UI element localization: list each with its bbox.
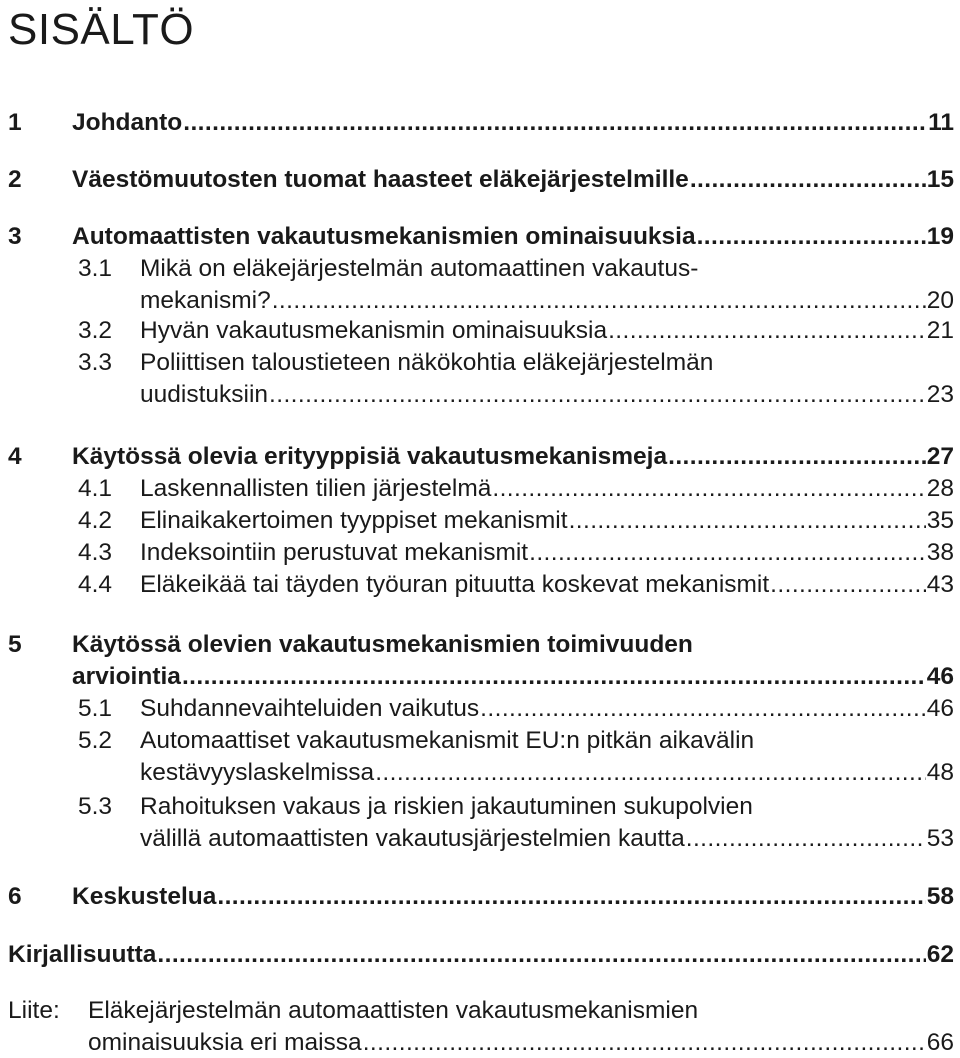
toc-text: kestävyyslaskelmissa — [140, 759, 375, 786]
toc-number: 4.1 — [78, 475, 113, 502]
toc-text: Elinaikakertoimen tyyppiset mekanismit — [140, 507, 568, 534]
toc-number: 3.2 — [78, 317, 113, 344]
page-number: 58 — [926, 883, 954, 910]
toc-number: 5 — [8, 631, 22, 658]
dot-leader — [182, 662, 926, 692]
toc-entry-3-2[interactable] — [78, 316, 954, 346]
dot-leader — [269, 380, 926, 410]
toc-number: 6 — [8, 883, 22, 910]
page-number: 15 — [926, 166, 954, 193]
toc-entry-4-1[interactable] — [78, 474, 954, 504]
toc-entry-4-3[interactable] — [78, 538, 954, 568]
toc-entry-5-3[interactable] — [140, 824, 954, 854]
toc-entry-5-2[interactable] — [140, 758, 954, 788]
dot-leader — [217, 882, 925, 912]
dot-leader — [686, 824, 926, 854]
toc-entry-6[interactable] — [8, 882, 954, 912]
toc-text: Eläkejärjestelmän automaattisten vakautusmekanismien — [88, 997, 699, 1024]
page-number: 38 — [926, 539, 954, 566]
toc-text: arviointia — [72, 663, 181, 690]
page-number: 19 — [926, 223, 954, 250]
dot-leader — [183, 108, 927, 138]
toc-text: Hyvän vakautusmekanismin ominaisuuksia — [140, 317, 608, 344]
toc-text: Käytössä olevia erityyppisiä vakautusmekanismeja — [72, 443, 668, 470]
dot-leader — [529, 538, 926, 568]
toc-number: 5.1 — [78, 695, 113, 722]
toc-text: mekanismi? — [140, 287, 271, 314]
toc-entry-continuation — [78, 348, 954, 378]
toc-text: Automaattiset vakautusmekanismit EU:n pitkän aikavälin — [140, 727, 755, 754]
toc-number: 5.3 — [78, 793, 113, 820]
toc-entry-5[interactable] — [72, 662, 954, 692]
toc-number: 4.2 — [78, 507, 113, 534]
toc-text: Mikä on eläkejärjestelmän automaattinen vakautus- — [140, 255, 699, 282]
toc-text: Suhdannevaihteluiden vaikutus — [140, 695, 480, 722]
dot-leader — [770, 570, 926, 600]
dot-leader — [697, 222, 926, 252]
page-number: 66 — [926, 1029, 954, 1056]
page-number: 11 — [928, 109, 954, 136]
toc-number: 2 — [8, 166, 22, 193]
toc-number: 4.4 — [78, 571, 113, 598]
page-number: 48 — [926, 759, 954, 786]
toc-entry-4[interactable] — [8, 442, 954, 472]
toc-entry-3-1[interactable] — [140, 286, 954, 316]
toc-text: ominaisuuksia eri maissa — [88, 1029, 362, 1056]
toc-number: 4 — [8, 443, 22, 470]
toc-text: Käytössä olevien vakautusmekanismien toimivuuden — [72, 631, 693, 658]
page-number: 46 — [926, 695, 954, 722]
toc-entry-continuation — [78, 792, 954, 822]
toc-entry-5-1[interactable] — [78, 694, 954, 724]
toc-text: välillä automaattisten vakautusjärjestelmien kautta — [140, 825, 685, 852]
dot-leader — [690, 165, 926, 195]
toc-text: Johdanto — [72, 109, 183, 136]
page-number: 23 — [926, 381, 954, 408]
page-number: 53 — [926, 825, 954, 852]
toc-entry-continuation — [8, 630, 954, 660]
dot-leader — [480, 694, 926, 724]
toc-text: Indeksointiin perustuvat mekanismit — [140, 539, 529, 566]
toc-number: Liite: — [8, 997, 60, 1024]
toc-text: uudistuksiin — [140, 381, 269, 408]
toc-number: 5.2 — [78, 727, 113, 754]
toc-text: Kirjallisuutta — [8, 941, 157, 968]
toc-entry-4-4[interactable] — [78, 570, 954, 600]
page-number: 43 — [926, 571, 954, 598]
toc-entry-continuation — [8, 996, 954, 1026]
toc-text: Väestömuutosten tuomat haasteet eläkejärjestelmille — [72, 166, 689, 193]
toc-number: 3 — [8, 223, 22, 250]
dot-leader — [569, 506, 926, 536]
toc-entry-continuation — [78, 254, 954, 284]
dot-leader — [375, 758, 926, 788]
toc-text: Eläkeikää tai täyden työuran pituutta koskevat mekanismit — [140, 571, 770, 598]
toc-text: Laskennallisten tilien järjestelmä — [140, 475, 492, 502]
page-number: 27 — [926, 443, 954, 470]
dot-leader — [272, 286, 926, 316]
dot-leader — [363, 1028, 926, 1058]
toc-entry-kirjallisuutta[interactable] — [8, 940, 954, 970]
toc-number: 1 — [8, 109, 22, 136]
page-number: 20 — [926, 287, 954, 314]
page-number: 46 — [926, 663, 954, 690]
toc-number: 3.1 — [78, 255, 113, 282]
page-number: 28 — [926, 475, 954, 502]
toc-entry-4-2[interactable] — [78, 506, 954, 536]
toc-entry-continuation — [78, 726, 954, 756]
toc-entry-3-3[interactable] — [140, 380, 954, 410]
toc-text: Poliittisen taloustieteen näkökohtia eläkejärjestelmän — [140, 349, 714, 376]
toc-text: Rahoituksen vakaus ja riskien jakautuminen sukupolvien — [140, 793, 753, 820]
dot-leader — [668, 442, 926, 472]
toc-entry-2[interactable] — [8, 165, 954, 195]
dot-leader — [157, 940, 925, 970]
dot-leader — [608, 316, 926, 346]
dot-leader — [492, 474, 925, 504]
toc-number: 3.3 — [78, 349, 113, 376]
page-number: 62 — [926, 941, 954, 968]
toc-text: Automaattisten vakautusmekanismien ominaisuuksia — [72, 223, 696, 250]
page-number: 35 — [926, 507, 954, 534]
page-title: SISÄLTÖ — [8, 5, 195, 54]
toc-entry-liite[interactable] — [88, 1028, 954, 1058]
toc-text: Keskustelua — [72, 883, 217, 910]
toc-entry-3[interactable] — [8, 222, 954, 252]
toc-entry-1[interactable] — [8, 108, 954, 138]
page-number: 21 — [926, 317, 954, 344]
toc-number: 4.3 — [78, 539, 113, 566]
